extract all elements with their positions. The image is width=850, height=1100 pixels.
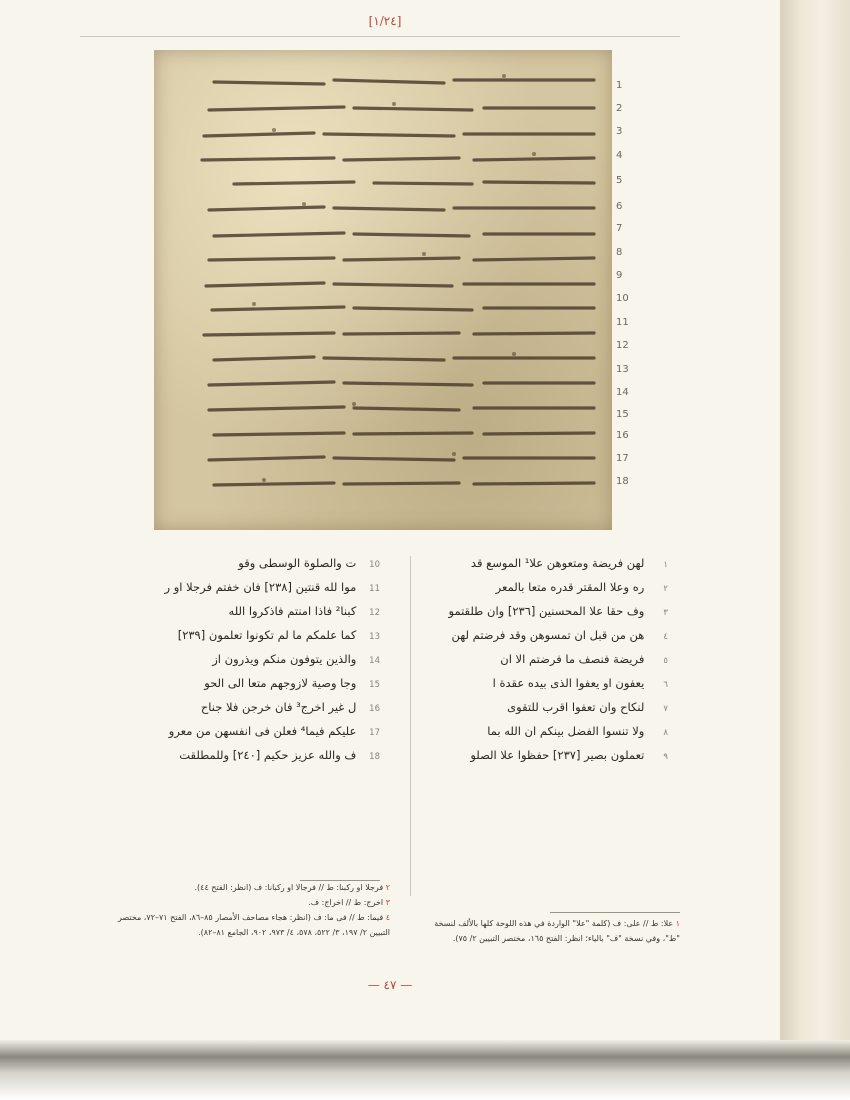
footnote xyxy=(110,910,390,940)
line-text: كبنا² فاذا امنتم فاذكروا الله xyxy=(228,604,357,618)
line-text: لنكاح وان تعفوا اقرب للتقوى xyxy=(507,700,645,714)
footnote-number: ٢ xyxy=(385,883,390,892)
line-number: 1 xyxy=(616,80,623,91)
footnote xyxy=(110,880,390,895)
line-text: ره وعلا المقتر قدره متعا بالمعر xyxy=(495,580,645,594)
column-divider xyxy=(410,556,411,896)
line-text: وف حقا علا المحسنين [٢٣٦] وان طلقتمو xyxy=(448,604,645,618)
transcription-line xyxy=(160,700,380,722)
line-number: ٦ xyxy=(663,680,668,690)
line-number: 18 xyxy=(369,752,380,762)
transcription-line xyxy=(448,748,668,770)
line-number: ٤ xyxy=(663,632,668,642)
footnote xyxy=(415,916,680,946)
transcription-line xyxy=(160,676,380,698)
line-number: 15 xyxy=(616,409,629,420)
footnote xyxy=(110,895,390,910)
line-number: ١ xyxy=(663,560,668,570)
line-text: يعفون او يعفوا الذى بيده عقدة ا xyxy=(492,676,645,690)
line-text: والذين يتوفون منكم ويذرون از xyxy=(212,652,357,666)
transcription-line xyxy=(448,700,668,722)
line-number: 13 xyxy=(369,632,380,642)
transcription-line xyxy=(448,628,668,650)
line-number: 11 xyxy=(369,584,380,594)
footnote-text: فيما: ط // فى ما: ف (انظر: هجاء مصاحف الأمصار ٨٥–٨٦، الفتح ٧١–٧٢، مختصر التبيين ٢/ ١٩٧، ٣/ ٥٢٢، ٥٧٨، ٤/ ٩٧٣، ٩٠٢، الجامع ٨١–٨٢). xyxy=(118,913,390,937)
line-number: 18 xyxy=(616,476,629,487)
transcription-line xyxy=(160,748,380,770)
line-number: 12 xyxy=(616,340,629,351)
transcription-line xyxy=(160,652,380,674)
line-number: 17 xyxy=(616,453,629,464)
line-number: 16 xyxy=(369,704,380,714)
page-number: — ٤٧ — xyxy=(367,978,413,992)
transcription-line xyxy=(160,604,380,626)
page-reference: [١/٢٤] xyxy=(368,14,402,28)
line-text: فريضة فنصف ما فرضتم الا ان xyxy=(500,652,645,666)
line-text: ولا تنسوا الفضل بينكم ان الله بما xyxy=(487,724,645,738)
line-number: 9 xyxy=(616,270,623,281)
line-number: 11 xyxy=(616,317,629,328)
line-number: 13 xyxy=(616,364,629,375)
manuscript-image xyxy=(154,50,612,530)
line-text: ل غير اخرج³ فان خرجن فلا جناح xyxy=(200,700,357,714)
line-number: 17 xyxy=(369,728,380,738)
line-text: عليكم فيما⁴ فعلن فى انفسهن من معرو xyxy=(168,724,357,738)
line-number: 15 xyxy=(369,680,380,690)
line-number: 2 xyxy=(616,103,623,114)
line-number: 6 xyxy=(616,201,623,212)
footnotes-left xyxy=(110,880,390,940)
page-bottom-shadow xyxy=(0,1040,850,1100)
line-number: ٢ xyxy=(663,584,668,594)
line-number: 16 xyxy=(616,430,629,441)
transcription-line xyxy=(448,580,668,602)
footnote-rule xyxy=(550,912,680,913)
manuscript-script-strokes xyxy=(154,50,612,530)
transcription-line xyxy=(448,604,668,626)
header-rule xyxy=(80,36,680,37)
line-number: 8 xyxy=(616,247,623,258)
line-text: هن من قبل ان تمسوهن وقد فرضتم لهن xyxy=(451,628,645,642)
line-number: ٥ xyxy=(663,656,668,666)
line-text: ت والصلوة الوسطى وقو xyxy=(238,556,357,570)
line-number: 14 xyxy=(616,387,629,398)
line-text: كما علمكم ما لم تكونوا تعلمون [٢٣٩] xyxy=(177,628,357,642)
line-number: ٨ xyxy=(663,728,668,738)
footnote-text: علا: ط // على: ف (كلمة "علا" الواردة في هذه اللوحة كلها بالألف لنسخة "ط"، وفي نسخة "ف" بالياء؛ انظر: الفتح ١٦٥، مختصر التبيين ٢/ ٧٥). xyxy=(434,919,680,943)
line-number: 3 xyxy=(616,126,623,137)
footnote-number: ٣ xyxy=(385,898,390,907)
footnote-number: ٤ xyxy=(385,913,390,922)
book-spine xyxy=(780,0,850,1100)
line-number: ٣ xyxy=(663,608,668,618)
footnote-text: اخرج: ط // اخراج: ف. xyxy=(308,898,384,907)
line-number: 4 xyxy=(616,150,623,161)
line-number: ٧ xyxy=(663,704,668,714)
line-text: موا لله قنتين [٢٣٨] فان خفتم فرجلا او ر xyxy=(164,580,357,594)
line-number: 12 xyxy=(369,608,380,618)
footnote-text: فرجلا او ركبنا: ط // فرجالا او ركبانا: ف (انظر: الفتح ٤٤). xyxy=(194,883,384,892)
line-number: 7 xyxy=(616,223,623,234)
transcription-line xyxy=(160,724,380,746)
transcription-line xyxy=(448,556,668,578)
line-number: ٩ xyxy=(663,752,668,762)
transcription-line xyxy=(160,628,380,650)
line-number: 10 xyxy=(616,293,629,304)
line-text: وجا وصية لازوجهم متعا الى الحو xyxy=(204,676,357,690)
transcription-line xyxy=(448,652,668,674)
line-number: 5 xyxy=(616,175,623,186)
transcription-line xyxy=(160,556,380,578)
line-text: تعملون بصير [٢٣٧] حفظوا علا الصلو xyxy=(470,748,645,762)
transcription-line xyxy=(448,676,668,698)
footnotes-right xyxy=(415,916,680,946)
transcription-line xyxy=(160,580,380,602)
footnote-number: ١ xyxy=(675,919,680,928)
line-number: 10 xyxy=(369,560,380,570)
transcription-line xyxy=(448,724,668,746)
line-text: لهن فريضة ومتعوهن علا¹ الموسع قد xyxy=(470,556,645,570)
line-number: 14 xyxy=(369,656,380,666)
line-text: ف والله عزيز حكيم [٢٤٠] وللمطلقت xyxy=(179,748,357,762)
